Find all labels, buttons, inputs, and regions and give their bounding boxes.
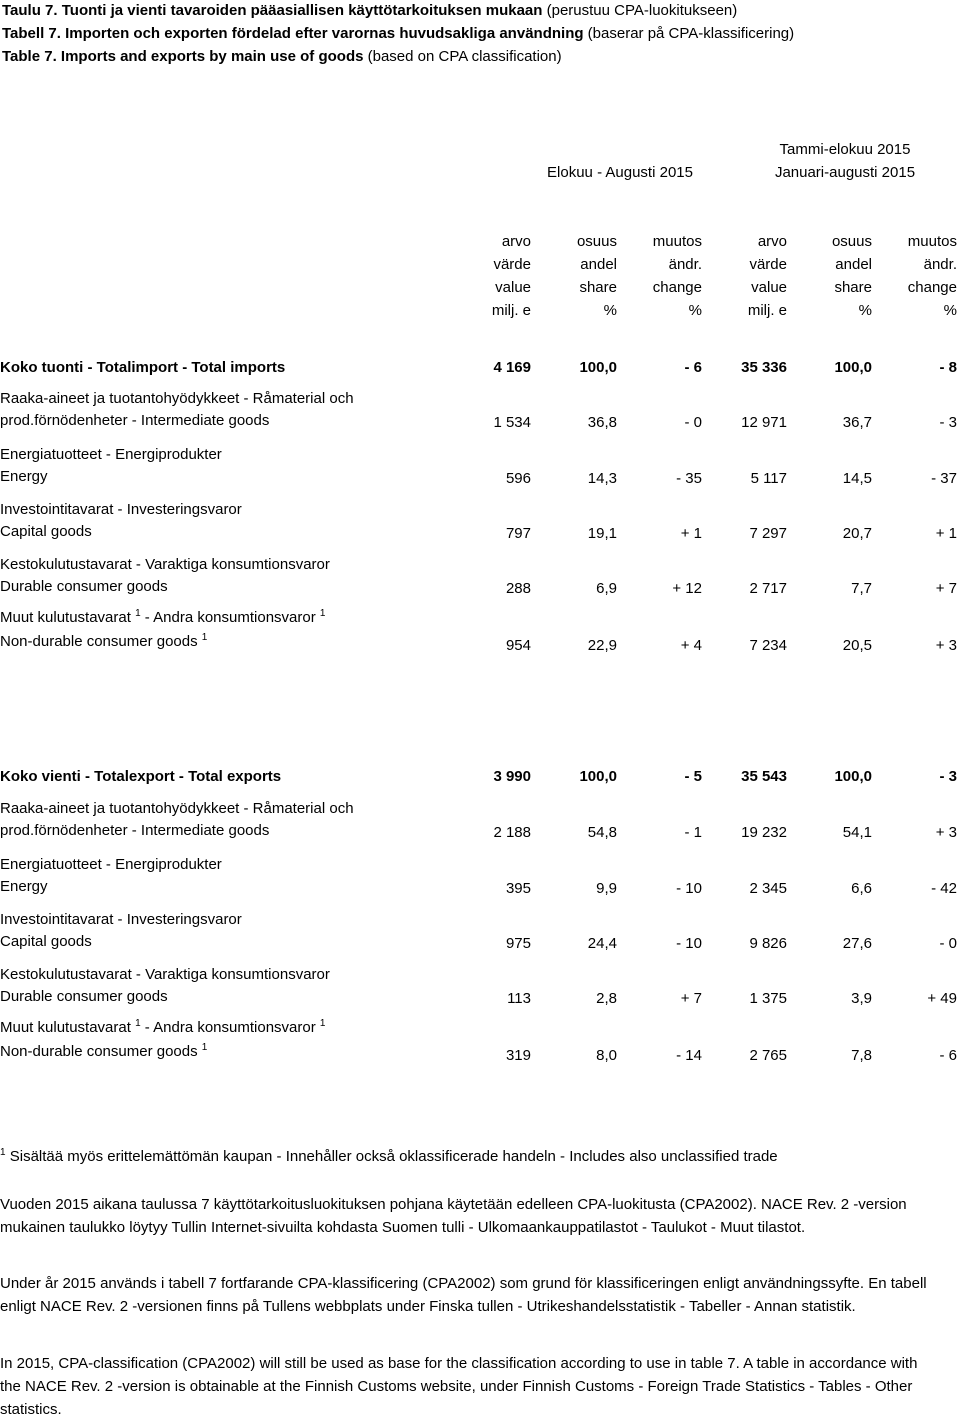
- exports-row-label-line1: [0, 1019, 325, 1036]
- period-header-ytd-sv: Januari-augusti 2015: [774, 164, 916, 181]
- exports-row-value: 27,6: [842, 935, 872, 952]
- imports-row-label-line2: [0, 633, 207, 650]
- label-part: Muut kulutustavarat: [0, 1019, 136, 1036]
- imports-row-value: 288: [505, 580, 531, 597]
- exports-total-label: Koko vienti - Totalexport - Total exports: [0, 768, 282, 785]
- exports-row-label-line1: Investointitavarat - Investeringsvaror: [0, 911, 242, 928]
- exports-row-value: 395: [505, 880, 531, 897]
- exports-total-value: 35 543: [741, 768, 787, 785]
- imports-row-value: 19,1: [587, 525, 617, 542]
- exports-row-value: 9 826: [749, 935, 787, 952]
- footnote: $^1$ Sisältää myös erittelemättömän kaupan - Innehåller också oklassificerade handeln - Includes also unclassified trade: [0, 1147, 778, 1165]
- imports-row-value: 7 297: [749, 525, 787, 542]
- label-part: Non-durable consumer goods: [0, 633, 202, 650]
- imports-row-value: - 0: [684, 414, 702, 431]
- imports-row-value: 14,5: [842, 470, 872, 487]
- imports-row-value: 36,8: [587, 414, 617, 431]
- imports-row-label-line1: Raaka-aineet ja tuotantohyödykkeet - Råmaterial och: [0, 390, 354, 407]
- imports-row-value: 2 717: [749, 580, 787, 597]
- imports-total-value: - 8: [939, 359, 957, 376]
- exports-total-value: - 3: [939, 768, 957, 785]
- exports-row-value: 2,8: [596, 990, 617, 1007]
- period-header-ytd-fi: Tammi-elokuu 2015: [779, 141, 911, 158]
- exports-row-label-line2: Energy: [0, 878, 48, 895]
- table-title-fi: Taulu 7. Tuonti ja vienti tavaroiden pääasiallisen käyttötarkoituksen mukaan (perustuu CPA-luokitukseen): [2, 2, 738, 19]
- imports-row-label-line1: Kestokulutustavarat - Varaktiga konsumtionsvaror: [0, 556, 330, 573]
- exports-row-value: 3,9: [851, 990, 872, 1007]
- imports-total-label: Koko tuonti - Totalimport - Total imports: [0, 359, 286, 376]
- period-header-month: Elokuu - Augusti 2015: [547, 164, 693, 181]
- imports-row-label-line2: prod.förnödenheter - Intermediate goods: [0, 412, 270, 429]
- exports-row-value: 8,0: [596, 1047, 617, 1064]
- imports-total-value: 100,0: [579, 359, 617, 376]
- column-header-cell: muutos: [652, 233, 702, 250]
- table-title-sv: Tabell 7. Importen och exporten fördelad efter varornas huvudsakliga användning (baserar på CPA-klassificering): [2, 25, 795, 42]
- exports-row-value: 19 232: [741, 824, 787, 841]
- imports-row-value: 7,7: [851, 580, 872, 597]
- column-header-cell: milj. e: [491, 302, 531, 319]
- imports-row-value: 12 971: [741, 414, 787, 431]
- exports-row-value: - 42: [931, 880, 957, 897]
- imports-row-value: 1 534: [493, 414, 531, 431]
- column-header-cell: share: [579, 279, 617, 296]
- footnote-marker: 1: [201, 1042, 208, 1053]
- exports-row-value: 2 188: [493, 824, 531, 841]
- exports-row-value: + 3: [935, 824, 957, 841]
- imports-row-label-line1: Investointitavarat - Investeringsvaror: [0, 501, 242, 518]
- column-header-cell: value: [751, 279, 787, 296]
- imports-row-value: - 35: [676, 470, 702, 487]
- imports-row-label-line2: Durable consumer goods: [0, 578, 168, 595]
- exports-row-label-line2: Durable consumer goods: [0, 988, 168, 1005]
- imports-row-value: 20,5: [842, 637, 872, 654]
- label-part: - Andra konsumtionsvaror: [140, 1019, 320, 1036]
- exports-row-value: - 10: [676, 880, 702, 897]
- exports-row-value: 9,9: [596, 880, 617, 897]
- imports-row-value: 22,9: [587, 637, 617, 654]
- footnote-marker: 1: [135, 608, 141, 619]
- imports-total-value: 35 336: [741, 359, 787, 376]
- column-header-cell: ändr.: [668, 256, 702, 273]
- exports-total-value: 100,0: [834, 768, 872, 785]
- exports-row-value: 54,1: [842, 824, 872, 841]
- exports-row-value: 24,4: [587, 935, 617, 952]
- imports-row-value: + 4: [680, 637, 702, 654]
- exports-row-value: - 10: [676, 935, 702, 952]
- imports-row-value: - 3: [939, 414, 957, 431]
- exports-row-value: - 6: [939, 1047, 957, 1064]
- table-title-en: Table 7. Imports and exports by main use of goods (based on CPA classification): [2, 48, 562, 65]
- exports-row-value: 7,8: [851, 1047, 872, 1064]
- note-swedish: Under år 2015 används i tabell 7 fortfarande CPA-klassificering (CPA2002) som grund för klassificeringen enligt användningssyfte. En tabell enligt NACE Rev. 2 -versionen finns på Tullens webbplats under Finska tullen - Utrikeshandelsstatistik - Tabeller - Annan statistik.: [0, 1275, 927, 1315]
- column-header-cell: change: [652, 279, 702, 296]
- imports-row-value: + 1: [935, 525, 957, 542]
- exports-row-value: 2 345: [749, 880, 787, 897]
- exports-row-value: 975: [505, 935, 531, 952]
- column-header-cell: osuus: [576, 233, 617, 250]
- exports-row-value: - 14: [676, 1047, 702, 1064]
- column-header-cell: arvo: [501, 233, 531, 250]
- imports-row-value: 5 117: [750, 470, 787, 487]
- exports-row-value: + 49: [927, 990, 957, 1007]
- exports-row-label-line2: [0, 1043, 207, 1060]
- imports-row-label-line2: Energy: [0, 468, 48, 485]
- exports-row-value: - 0: [939, 935, 957, 952]
- column-header-cell: %: [943, 302, 957, 319]
- exports-row-value: - 1: [684, 824, 702, 841]
- imports-row-label-line2: Capital goods: [0, 523, 92, 540]
- column-header-cell: %: [688, 302, 702, 319]
- column-header-cell: osuus: [831, 233, 872, 250]
- exports-row-label-line2: Capital goods: [0, 933, 92, 950]
- label-part: - Andra konsumtionsvaror: [140, 609, 320, 626]
- imports-row-value: + 7: [935, 580, 957, 597]
- note-english: In 2015, CPA-classification (CPA2002) will still be used as base for the classification according to use in table 7. A table in accordance with the NACE Rev. 2 -version is obtainable at the Finnish Customs website, under Finnish Customs - Foreign Trade Statistics - Tables - Other statistics.: [0, 1355, 918, 1418]
- imports-row-value: 14,3: [587, 470, 617, 487]
- column-header-cell: andel: [580, 256, 617, 273]
- exports-row-label-line2: prod.förnödenheter - Intermediate goods: [0, 822, 270, 839]
- imports-row-value: 36,7: [842, 414, 872, 431]
- exports-row-value: 113: [507, 990, 531, 1007]
- column-header-cell: ändr.: [923, 256, 957, 273]
- label-part: Non-durable consumer goods: [0, 1043, 202, 1060]
- exports-row-value: 319: [505, 1047, 531, 1064]
- imports-total-value: 4 169: [493, 359, 531, 376]
- column-header-cell: värde: [749, 256, 787, 273]
- imports-row-value: 954: [505, 637, 531, 654]
- exports-row-value: 2 765: [749, 1047, 787, 1064]
- imports-row-value: 6,9: [596, 580, 617, 597]
- note-finnish: Vuoden 2015 aikana taulussa 7 käyttötarkoitusluokituksen pohjana käytetään edelleen CPA-luokitusta (CPA2002). NACE Rev. 2 -version mukainen taulukko löytyy Tullin Internet-sivuilta kohdasta Suomen tulli - Ulkomaankauppatilastot - Taulukot - Muut tilastot.: [0, 1196, 907, 1236]
- footnote-marker: 1: [135, 1018, 141, 1029]
- exports-row-label-line1: Energiatuotteet - Energiprodukter: [0, 856, 222, 873]
- column-header-cell: change: [907, 279, 957, 296]
- exports-row-value: 6,6: [851, 880, 872, 897]
- imports-row-label-line1: [0, 609, 325, 626]
- imports-total-value: 100,0: [834, 359, 872, 376]
- exports-row-value: 1 375: [749, 990, 787, 1007]
- exports-row-label-line1: Raaka-aineet ja tuotantohyödykkeet - Råmaterial och: [0, 800, 354, 817]
- imports-row-value: 7 234: [749, 637, 787, 654]
- column-header-cell: värde: [493, 256, 531, 273]
- label-part: Muut kulutustavarat: [0, 609, 136, 626]
- imports-total-value: - 6: [684, 359, 702, 376]
- footnote-marker: 1: [201, 632, 208, 643]
- exports-total-value: 3 990: [493, 768, 531, 785]
- imports-row-value: 596: [505, 470, 531, 487]
- column-header-cell: andel: [835, 256, 872, 273]
- column-header-cell: %: [603, 302, 617, 319]
- imports-row-label-line1: Energiatuotteet - Energiprodukter: [0, 446, 222, 463]
- exports-row-value: + 7: [680, 990, 702, 1007]
- imports-row-value: 20,7: [842, 525, 872, 542]
- imports-row-value: 797: [505, 525, 531, 542]
- imports-row-value: + 12: [672, 580, 702, 597]
- column-header-cell: muutos: [907, 233, 957, 250]
- exports-row-label-line1: Kestokulutustavarat - Varaktiga konsumtionsvaror: [0, 966, 330, 983]
- column-header-cell: %: [858, 302, 872, 319]
- exports-total-value: 100,0: [579, 768, 617, 785]
- footnote-marker: 1: [319, 608, 326, 619]
- column-header-cell: milj. e: [747, 302, 787, 319]
- imports-row-value: + 3: [935, 637, 957, 654]
- column-header-cell: arvo: [757, 233, 787, 250]
- column-header-cell: share: [834, 279, 872, 296]
- imports-row-value: - 37: [931, 470, 957, 487]
- exports-total-value: - 5: [684, 768, 702, 785]
- column-header-cell: value: [495, 279, 531, 296]
- footnote-marker: 1: [319, 1018, 326, 1029]
- exports-row-value: 54,8: [587, 824, 617, 841]
- imports-row-value: + 1: [680, 525, 702, 542]
